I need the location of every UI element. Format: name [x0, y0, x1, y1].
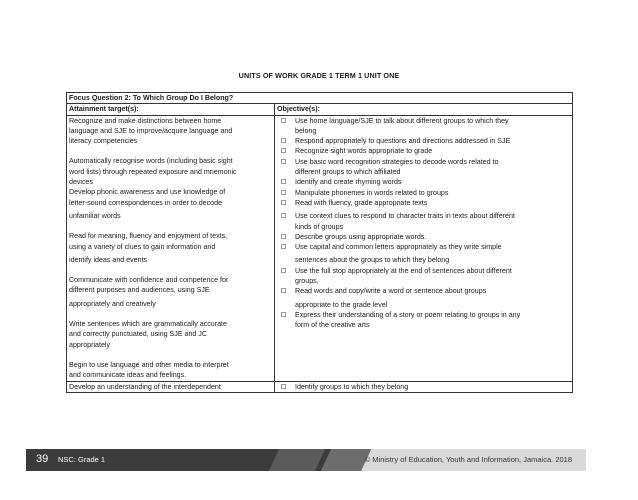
objective-continuation: different groups to which affiliated — [295, 168, 401, 177]
objective-item: Use context clues to respond to character traits in texts about different — [277, 211, 570, 221]
objective-header: Objective(s): — [275, 104, 573, 115]
checkbox-icon — [281, 234, 286, 239]
focus-question: Focus Question 2: To Which Group Do I Belong? — [67, 93, 573, 104]
page-number: 39 — [36, 453, 49, 465]
attainment-line: appropriately and creatively — [69, 299, 156, 308]
attainment-line: and communicate ideas and feelings. — [69, 371, 187, 380]
attainment-line: devices — [69, 178, 94, 187]
objective-item: Use basic word recognition strategies to decode words related to — [277, 157, 570, 167]
header-row — [67, 104, 573, 115]
units-of-work-table — [66, 92, 573, 393]
objective-continuation: appropriate to the grade level — [295, 300, 388, 309]
objective-continuation: belong — [295, 126, 317, 135]
checkbox-icon — [281, 244, 286, 249]
checkbox-icon — [281, 118, 286, 123]
objective-item: Use home language/SJE to talk about different groups to which they — [277, 116, 570, 126]
document-title: UNITS OF WORK GRADE 1 TERM 1 UNIT ONE — [238, 71, 400, 80]
page-footer — [26, 449, 586, 471]
checkbox-icon — [281, 312, 286, 317]
attainment-line: Read for meaning, fluency and enjoyment of texts, — [69, 232, 228, 241]
checkbox-icon — [281, 384, 286, 389]
checkbox-icon — [281, 190, 286, 195]
attainment-line: unfamiliar words — [69, 211, 121, 220]
attainment-line: literacy competencies — [69, 137, 138, 146]
objective-item: Read with fluency, grade appropriate texts — [277, 198, 570, 208]
copyright-text: © Ministry of Education, Youth and Information, Jamaica. 2018 — [364, 455, 572, 464]
checkbox-icon — [281, 200, 286, 205]
checkbox-icon — [281, 179, 286, 184]
attainment-line: identify ideas and events — [69, 255, 148, 264]
attainment-line: using a variety of clues to gain information and — [69, 242, 216, 251]
objective-cell — [275, 115, 573, 381]
objective-item: Identify groups to which they belong — [277, 382, 570, 392]
objective-item: Use the full stop appropriately at the end of sentences about different — [277, 266, 570, 276]
objective-item: Manipulate phonemes in words related to groups — [277, 188, 570, 198]
focus-question-row — [67, 93, 573, 104]
objective-continuation: form of the creative arts — [295, 321, 370, 330]
objective-item: Read words and copy/write a word or sentence about groups — [277, 286, 570, 296]
attainment-line: Recognize and make distinctions between home — [69, 116, 222, 125]
attainment-line: Begin to use language and other media to interpret — [69, 360, 229, 369]
attainment-line: Develop phonic awareness and use knowledge of — [69, 188, 226, 197]
objective-item: Express their understanding of a story or poem relating to groups in any — [277, 310, 570, 320]
attainment-cell-last: Develop an understanding of the interdependent — [67, 381, 275, 392]
checkbox-icon — [281, 213, 286, 218]
content-row — [67, 115, 573, 381]
objective-item: Respond appropriately to questions and directions addressed in SJE — [277, 136, 570, 146]
last-row — [67, 381, 573, 392]
objective-continuation: groups. — [295, 277, 319, 286]
attainment-line: appropriately — [69, 340, 111, 349]
checkbox-icon — [281, 288, 286, 293]
objective-item: Describe groups using appropriate words. — [277, 232, 570, 242]
attainment-cell — [67, 115, 275, 381]
checkbox-icon — [281, 138, 286, 143]
objective-item: Recognize sight words appropriate to grade — [277, 146, 570, 156]
checkbox-icon — [281, 268, 286, 273]
footer-label: NSC: Grade 1 — [58, 455, 106, 464]
checkbox-icon — [281, 159, 286, 164]
attainment-line: Communicate with confidence and competence for — [69, 276, 229, 285]
attainment-line: Write sentences which are grammatically accurate — [69, 320, 227, 329]
objective-item: Use capital and common letters appropriately as they write simple — [277, 242, 570, 252]
attainment-line: Automatically recognise words (including basic sight — [69, 157, 233, 166]
attainment-line: and correctly punctuated, using SJE and JC — [69, 330, 208, 339]
checkbox-icon — [281, 148, 286, 153]
attainment-line: different purposes and audiences, using SJE — [69, 286, 210, 295]
attainment-header: Attainment target(s): — [67, 104, 275, 115]
objective-continuation: sentences about the groups to which they belong — [295, 256, 450, 265]
objective-cell-last — [275, 381, 573, 392]
attainment-line: letter-sound correspondences in order to decode — [69, 198, 223, 207]
objective-continuation: kinds of groups — [295, 222, 344, 231]
attainment-line: language and SJE to improve/acquire language and — [69, 126, 233, 135]
attainment-line: word lists) through repeated exposure and mnemonic — [69, 167, 237, 176]
objective-item: Identify and create rhyming words — [277, 177, 570, 187]
